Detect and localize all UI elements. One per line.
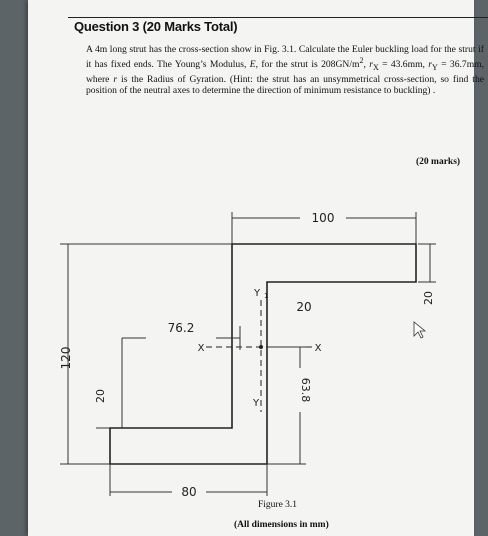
cursor-arrow-icon: [414, 322, 425, 338]
dim-centroid-x: 76.2: [167, 321, 195, 335]
y-axis-label-bottom: Y: [252, 398, 260, 409]
z-section-outline: [110, 244, 416, 464]
centroid-point: [259, 345, 263, 349]
dim-top-width: 100: [311, 211, 335, 225]
question-text: A 4m long strut has the cross-section show in Fig. 3.1. Calculate the Euler buckling load for the strut if it has fixed ends. The Young’s Modulus, E, for the strut is $208GN/m^2$, $r_X = 43.6mm$, $r_Y = 36.7mm$, where r is the Radius of Gyration. (Hint: the strut has an unsymmetrical cross-section, so find the position of the neutral axes to determine the direction of minimum resistance to buckling) .: [86, 44, 485, 96]
x-axis-label-right: X: [314, 343, 322, 354]
question-title: Question 3 (20 Marks Total): [74, 19, 238, 34]
marks-label: (20 marks): [416, 157, 461, 167]
dim-centroid-y: 63.8: [299, 377, 312, 403]
y-axis-label-top: Y: [253, 288, 261, 299]
figure-caption: Figure 3.1: [258, 500, 298, 510]
dim-web-thickness: 20: [296, 300, 312, 314]
figure-units-note: (All dimensions in mm): [234, 520, 329, 530]
dim-bottom-flange-thickness: 20: [94, 389, 107, 403]
x-axis-label-left: X: [197, 343, 205, 354]
dim-right-flange-thickness: 20: [422, 291, 435, 305]
y-axis-subscript: 1: [264, 292, 269, 300]
dim-total-height: 120: [59, 346, 73, 370]
dim-bottom-width: 80: [181, 485, 197, 499]
